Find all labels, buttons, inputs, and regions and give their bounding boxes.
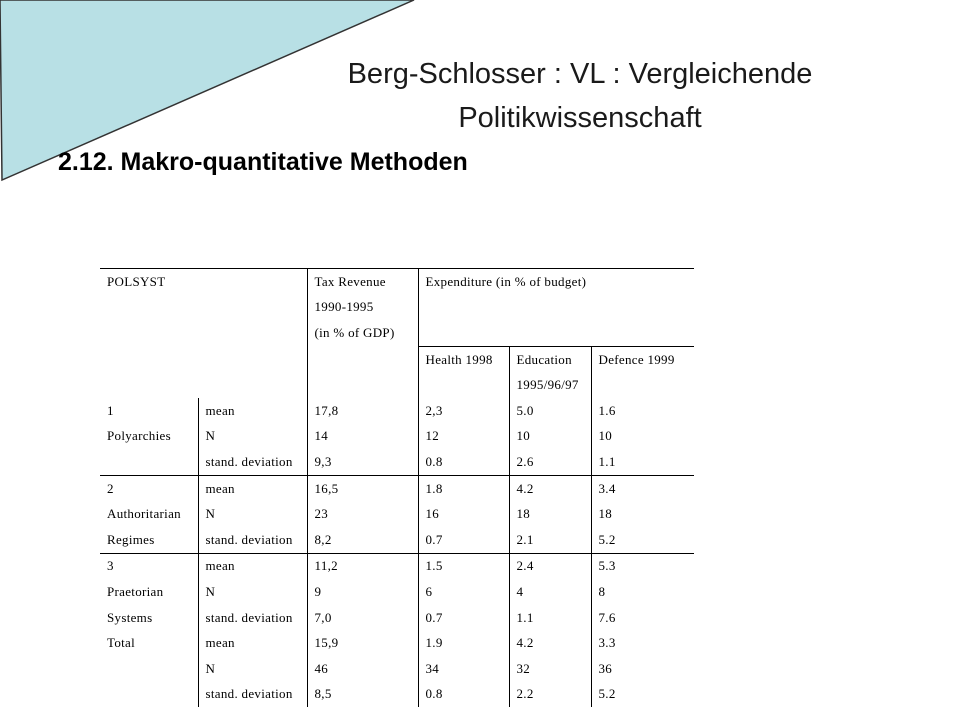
cell-defence: 36	[591, 656, 694, 682]
slide-subtitle: 2.12. Makro-quantitative Methoden	[58, 148, 468, 176]
cell-health: 16	[418, 501, 509, 527]
header-blank	[198, 295, 307, 321]
cell-tax: 16,5	[307, 475, 418, 501]
cell-health: 0.8	[418, 449, 509, 475]
cell-health: 34	[418, 656, 509, 682]
cell-defence: 5.3	[591, 553, 694, 579]
cell-defence: 5.2	[591, 527, 694, 553]
row-stat: N	[198, 579, 307, 605]
cell-tax: 17,8	[307, 398, 418, 424]
row-label: 3	[100, 553, 198, 579]
header-health: Health 1998	[418, 346, 509, 372]
slide-title-line1: Berg-Schlosser : VL : Vergleichende	[347, 58, 813, 90]
row-stat: mean	[198, 398, 307, 424]
header-blank	[198, 320, 307, 346]
cell-health: 6	[418, 579, 509, 605]
cell-education: 10	[509, 424, 591, 450]
header-blank	[100, 346, 198, 372]
header-blank	[418, 372, 509, 398]
header-education-line1: Education	[509, 346, 591, 372]
row-stat: stand. deviation	[198, 605, 307, 631]
table-row	[100, 449, 694, 475]
cell-defence: 1.1	[591, 449, 694, 475]
row-stat: N	[198, 424, 307, 450]
table-row	[100, 398, 694, 424]
cell-tax: 46	[307, 656, 418, 682]
header-blank	[198, 372, 307, 398]
row-label: Polyarchies	[107, 428, 171, 444]
cell-defence: 5.2	[591, 682, 694, 708]
table-row	[100, 656, 694, 682]
cell-education: 2.6	[509, 449, 591, 475]
header-expenditure: Expenditure (in % of budget)	[418, 269, 694, 295]
table-row	[100, 682, 694, 708]
row-stat: stand. deviation	[198, 682, 307, 708]
cell-education: 18	[509, 501, 591, 527]
header-row-1	[100, 269, 694, 295]
header-blank	[198, 346, 307, 372]
header-row-2	[100, 295, 694, 321]
header-blank	[307, 372, 418, 398]
row-label	[100, 682, 198, 708]
cell-defence: 10	[591, 424, 694, 450]
row-stat: N	[198, 656, 307, 682]
header-blank	[418, 320, 694, 346]
row-stat: mean	[198, 630, 307, 656]
cell-tax: 11,2	[307, 553, 418, 579]
cell-health: 0.7	[418, 527, 509, 553]
header-blank	[418, 295, 694, 321]
row-label: 1	[107, 402, 114, 418]
table-row	[100, 630, 694, 656]
row-stat: mean	[198, 475, 307, 501]
cell-education: 1.1	[509, 605, 591, 631]
cell-health: 12	[418, 424, 509, 450]
cell-defence: 3.4	[591, 475, 694, 501]
header-row-5	[100, 372, 694, 398]
row-stat: mean	[198, 553, 307, 579]
header-polsyst: POLSYST	[100, 269, 198, 295]
header-tax-line1: Tax Revenue	[307, 269, 418, 295]
cell-tax: 7,0	[307, 605, 418, 631]
row-label	[100, 449, 198, 475]
header-blank	[591, 372, 694, 398]
cell-health: 0.8	[418, 682, 509, 708]
cell-health: 0.7	[418, 605, 509, 631]
cell-education: 4.2	[509, 630, 591, 656]
row-stat: stand. deviation	[198, 449, 307, 475]
cell-defence: 7.6	[591, 605, 694, 631]
header-tax-line3: (in % of GDP)	[307, 320, 418, 346]
cell-defence: 3.3	[591, 630, 694, 656]
cell-tax: 9	[307, 579, 418, 605]
header-blank	[198, 269, 307, 295]
cell-health: 1.8	[418, 475, 509, 501]
header-row-4	[100, 346, 694, 372]
cell-education: 5.0	[509, 398, 591, 424]
table-row	[100, 553, 694, 579]
slide-title-line2: Politikwissenschaft	[458, 102, 702, 134]
cell-tax: 15,9	[307, 630, 418, 656]
row-label: Total	[107, 635, 136, 651]
header-blank	[100, 295, 198, 321]
row-label: 2	[100, 475, 198, 501]
row-stat: stand. deviation	[198, 527, 307, 553]
cell-tax: 23	[307, 501, 418, 527]
cell-education: 32	[509, 656, 591, 682]
cell-education: 2.1	[509, 527, 591, 553]
header-blank	[100, 320, 198, 346]
cell-defence: 18	[591, 501, 694, 527]
cell-tax: 8,5	[307, 682, 418, 708]
cell-health: 1.5	[418, 553, 509, 579]
row-label: Praetorian	[107, 583, 164, 599]
header-education-line2: 1995/96/97	[509, 372, 591, 398]
row-label	[100, 656, 198, 682]
cell-defence: 1.6	[591, 398, 694, 424]
table-row	[100, 475, 694, 501]
header-defence: Defence 1999	[591, 346, 694, 372]
row-label: Regimes	[107, 531, 155, 547]
cell-tax: 8,2	[307, 527, 418, 553]
table-row	[100, 579, 694, 605]
cell-defence: 8	[591, 579, 694, 605]
table-row	[100, 424, 694, 450]
cell-education: 2.2	[509, 682, 591, 708]
cell-health: 1.9	[418, 630, 509, 656]
cell-education: 2.4	[509, 553, 591, 579]
statistics-table	[100, 268, 694, 707]
cell-tax: 9,3	[307, 449, 418, 475]
header-tax-line2: 1990-1995	[307, 295, 418, 321]
table-row	[100, 605, 694, 631]
header-blank	[307, 346, 418, 372]
header-blank	[100, 372, 198, 398]
cell-tax: 14	[307, 424, 418, 450]
row-stat: N	[198, 501, 307, 527]
table-row	[100, 527, 694, 553]
header-row-3	[100, 320, 694, 346]
cell-education: 4.2	[509, 475, 591, 501]
cell-education: 4	[509, 579, 591, 605]
row-label: Authoritarian	[107, 506, 181, 522]
row-label: Systems	[107, 609, 153, 625]
table-row	[100, 501, 694, 527]
cell-health: 2,3	[418, 398, 509, 424]
